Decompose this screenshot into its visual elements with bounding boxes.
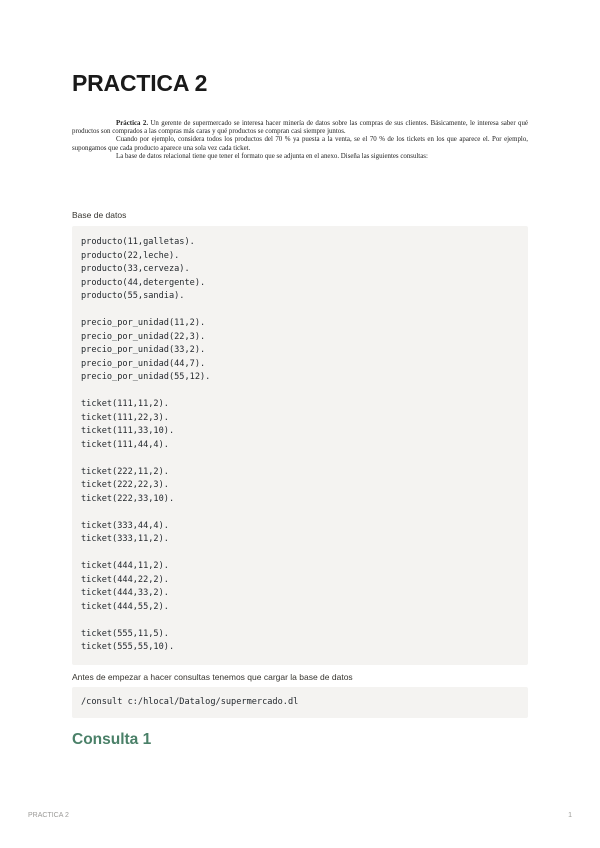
code-line: producto(11,galletas).	[81, 237, 195, 247]
code-line: precio_por_unidad(11,2).	[81, 318, 206, 328]
scan-paragraph-text: Cuando por ejemplo, considera todos los productos del 70 % ya puesta a la venta, se el 70 % de los tickets en los que aparece el. Por ejemplo, supongamos que cada producto aparece una sola vez cada ticket.	[72, 136, 528, 152]
code-line: ticket(333,44,4).	[81, 520, 169, 531]
footer-page-number: 1	[568, 812, 572, 819]
code-line: ticket(111,22,3).	[81, 412, 169, 423]
code-line: precio_por_unidad(55,12).	[81, 372, 211, 382]
code-line: ticket(444,55,2).	[81, 601, 169, 612]
code-line: ticket(111,11,2).	[81, 399, 169, 409]
code-blank-line	[81, 547, 519, 561]
code-blank-line	[81, 452, 519, 466]
code-blank-line	[81, 614, 519, 628]
code-line: precio_por_unidad(33,2).	[81, 345, 206, 355]
code-line: ticket(222,11,2).	[81, 466, 169, 477]
scan-paragraph-lead: Práctica 2.	[116, 120, 149, 127]
code-line: precio_por_unidad(22,3).	[81, 331, 206, 342]
code-line: producto(44,detergente).	[81, 277, 206, 288]
code-blank-line	[81, 304, 519, 318]
code-line: producto(22,leche).	[81, 250, 180, 261]
code-line: producto(55,sandia).	[81, 291, 185, 301]
code-blank-line	[81, 385, 519, 399]
database-code-block	[72, 226, 528, 665]
scan-paragraph-2	[72, 136, 528, 152]
code-line: ticket(222,33,10).	[81, 493, 175, 504]
code-line: ticket(111,33,10).	[81, 426, 175, 436]
page-title: PRACTICA 2	[72, 70, 208, 96]
database-label: Base de datos	[72, 210, 127, 220]
consulta-heading: Consulta 1	[72, 731, 152, 748]
footer-title: PRACTICA 2	[28, 812, 69, 819]
code-line: ticket(555,11,5).	[81, 628, 169, 639]
code-line: producto(33,cerveza).	[81, 264, 190, 274]
code-line: ticket(444,33,2).	[81, 588, 169, 598]
code-line: ticket(222,22,3).	[81, 480, 169, 490]
consult-command: /consult c:/hlocal/Datalog/supermercado.dl	[81, 697, 299, 707]
code-blank-line	[81, 506, 519, 520]
code-line: ticket(444,22,2).	[81, 574, 169, 585]
scan-paragraph-text: Un gerente de supermercado se interesa hacer minería de datos sobre las compras de sus clientes. Básicamente, le interesa saber qué productos son comprados a las compras más caras y qué productos se compran casi siempre juntos.	[72, 120, 528, 136]
code-line: ticket(111,44,4).	[81, 439, 169, 450]
code-line: ticket(444,11,2).	[81, 561, 169, 571]
load-command-code-block	[72, 687, 528, 718]
code-line: precio_por_unidad(44,7).	[81, 358, 206, 369]
scan-paragraph-text: La base de datos relacional tiene que tener el formato que se adjunta en el anexo. Diseña las siguientes consultas:	[116, 152, 428, 160]
load-instructions-label: Antes de empezar a hacer consultas tenemos que cargar la base de datos	[72, 672, 353, 682]
scanned-exercise-statement	[72, 120, 528, 195]
scan-paragraph-3	[72, 153, 528, 161]
scan-paragraph-1	[72, 120, 528, 136]
code-line: ticket(333,11,2).	[81, 534, 169, 544]
code-line: ticket(555,55,10).	[81, 642, 175, 652]
